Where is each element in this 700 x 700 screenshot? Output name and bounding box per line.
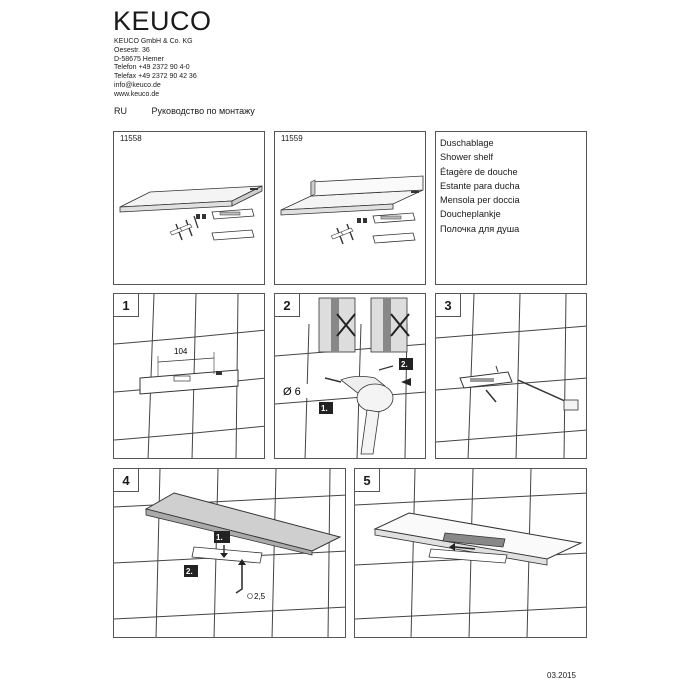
step-2-panel (274, 293, 426, 459)
address-line: KEUCO GmbH & Co. KG (114, 38, 193, 45)
step-4-illustration (114, 469, 346, 638)
company-address (114, 38, 197, 100)
address-line: www.keuco.de (114, 90, 160, 98)
product-name-de: Duschablage (440, 138, 494, 148)
address-line: info@keuco.de (114, 81, 161, 89)
shelf-with-rail-illustration (275, 132, 426, 285)
product-name-it: Mensola per doccia (440, 195, 520, 206)
step-3-panel (435, 293, 587, 459)
step-1-illustration (114, 294, 265, 459)
step-number: 3 (436, 294, 461, 317)
step-number: 2 (275, 294, 300, 317)
step-number: 5 (355, 469, 380, 492)
keuco-logo: KEUCO (113, 6, 212, 36)
badge-step-2: 2. (401, 360, 408, 369)
address-line: Oesestr. 36 (114, 46, 150, 54)
step-5-illustration (355, 469, 587, 638)
drill-size-label: Ø 6 (283, 386, 301, 398)
step-3-illustration (436, 294, 587, 459)
hex-key-label: 2,5 (254, 592, 266, 601)
manual-title: Руководство по монтажу (151, 106, 255, 116)
document-date: 03.2015 (547, 671, 576, 680)
address-line: Telefax +49 2372 90 42 36 (114, 73, 197, 81)
step-5-panel (354, 468, 587, 638)
address-line: D-58675 Hemer (114, 55, 164, 63)
product-name-en: Shower shelf (440, 152, 494, 163)
shelf-parts-illustration (114, 132, 265, 285)
step-1-panel (113, 293, 265, 459)
language-code: RU (114, 106, 127, 116)
step-number: 4 (114, 469, 139, 492)
step-number: 1 (114, 294, 139, 317)
dimension-label: 104 (174, 347, 188, 356)
product-number: 11558 (120, 134, 142, 143)
product-names-panel (435, 131, 587, 285)
step-2-illustration (275, 294, 426, 459)
product-name-es: Estante para ducha (440, 180, 520, 191)
product-panel-11559 (274, 131, 426, 285)
badge-step-2: 2. (186, 567, 193, 576)
product-names-list (440, 136, 520, 236)
product-name-nl: Doucheplankje (440, 209, 501, 220)
badge-step-1: 1. (321, 404, 328, 413)
product-name-fr: Étagère de douche (440, 166, 518, 177)
product-name-ru: Полочка для душа (440, 223, 520, 234)
step-4-panel (113, 468, 346, 638)
address-line: Telefon +49 2372 90 4-0 (114, 64, 190, 72)
badge-step-1: 1. (216, 533, 223, 542)
language-line (114, 106, 255, 116)
product-panel-11558 (113, 131, 265, 285)
product-number: 11559 (281, 134, 303, 143)
